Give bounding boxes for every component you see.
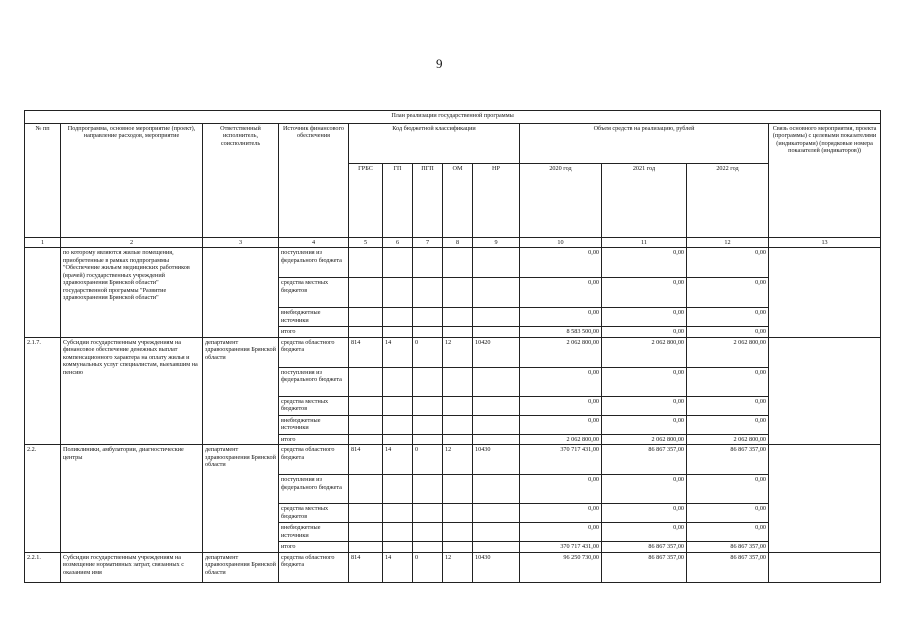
- row-name: Субсидии государственным учреждениям на финансовое обеспечение денежных выплат компенсационного характера на оплату жилья и коммунальных услуг специалистам, выехавшим на пенсию: [61, 337, 203, 444]
- row-2022: 86 867 357,00: [687, 542, 769, 552]
- page-number: 9: [436, 56, 443, 71]
- header-pgp: ПГП: [413, 164, 443, 238]
- row-source: поступления из федерального бюджета: [279, 367, 349, 396]
- row-2020: 0,00: [520, 475, 602, 504]
- row-2020: 0,00: [520, 415, 602, 434]
- row-source: средства местных бюджетов: [279, 278, 349, 308]
- header-gp: ГП: [383, 164, 413, 238]
- row-source: средства областного бюджета: [279, 552, 349, 582]
- row-2021: 2 062 800,00: [602, 434, 687, 444]
- row-nr: 10430: [473, 445, 520, 475]
- col-number: 2: [61, 238, 203, 248]
- col-number: 9: [473, 238, 520, 248]
- row-2021: 0,00: [602, 308, 687, 327]
- row-om: 12: [443, 552, 473, 582]
- row-2022: 0,00: [687, 278, 769, 308]
- col-number: 6: [383, 238, 413, 248]
- row-source: средства местных бюджетов: [279, 504, 349, 523]
- row-om: 12: [443, 445, 473, 475]
- row-2020: 0,00: [520, 278, 602, 308]
- row-executor: [203, 248, 279, 337]
- row-2022: 0,00: [687, 475, 769, 504]
- row-executor: департамент здравоохранения Брянской области: [203, 552, 279, 582]
- row-2020: 96 250 730,00: [520, 552, 602, 582]
- table-row: [25, 337, 881, 367]
- row-gp: 14: [383, 337, 413, 367]
- header-2022: 2022 год: [687, 164, 769, 238]
- table-row: [25, 445, 881, 475]
- row-2022: 0,00: [687, 308, 769, 327]
- table-title: План реализации государственной программы: [25, 111, 881, 124]
- col-number: 1: [25, 238, 61, 248]
- col-number: 5: [349, 238, 383, 248]
- col-number: 13: [769, 238, 881, 248]
- row-2022: 0,00: [687, 248, 769, 278]
- header-om: ОМ: [443, 164, 473, 238]
- column-number-row: [25, 238, 881, 248]
- header-num: № пп: [25, 124, 61, 238]
- row-2020: 370 717 431,00: [520, 542, 602, 552]
- row-2022: 2 062 800,00: [687, 337, 769, 367]
- row-source: поступления из федерального бюджета: [279, 248, 349, 278]
- row-grbs: [349, 248, 383, 278]
- row-2020: 0,00: [520, 367, 602, 396]
- table-row: [25, 248, 881, 278]
- row-num: [25, 248, 61, 337]
- row-source: итого: [279, 434, 349, 444]
- row-num: 2.2.1.: [25, 552, 61, 582]
- row-2022: 0,00: [687, 415, 769, 434]
- row-2020: 0,00: [520, 523, 602, 542]
- row-pgp: 0: [413, 445, 443, 475]
- row-2020: 0,00: [520, 396, 602, 415]
- col-number: 10: [520, 238, 602, 248]
- row-2022: 0,00: [687, 504, 769, 523]
- col-number: 7: [413, 238, 443, 248]
- row-2022: 0,00: [687, 523, 769, 542]
- row-num: 2.2.: [25, 445, 61, 552]
- row-link: [769, 337, 881, 444]
- row-link: [769, 552, 881, 582]
- header-subprogram: Подпрограмма, основное мероприятие (проект), направление расходов, мероприятие: [61, 124, 203, 238]
- row-2020: 0,00: [520, 308, 602, 327]
- row-name: по которому являются жилые помещения, приобретенные в рамках подпрограммы "Обеспечение жильем медицинских работников (врачей) государственных учреждений здравоохранения Брянской области" государственной программы "Развитие здравоохранения Брянской области": [61, 248, 203, 337]
- row-source: внебюджетные источники: [279, 415, 349, 434]
- header-grbs: ГРБС: [349, 164, 383, 238]
- row-2020: 0,00: [520, 248, 602, 278]
- table-row: [25, 552, 881, 582]
- row-source: внебюджетные источники: [279, 308, 349, 327]
- header-link: Связь основного мероприятия, проекта (программы) с целевыми показателями (индикаторами) (порядковые номера показателей (индикаторов)): [769, 124, 881, 238]
- row-2022: 86 867 357,00: [687, 552, 769, 582]
- row-num: 2.1.7.: [25, 337, 61, 444]
- row-nr: 10430: [473, 552, 520, 582]
- row-2022: 2 062 800,00: [687, 434, 769, 444]
- row-2022: 0,00: [687, 396, 769, 415]
- row-2022: 0,00: [687, 327, 769, 337]
- row-2021: 0,00: [602, 278, 687, 308]
- row-2020: 2 062 800,00: [520, 434, 602, 444]
- row-2021: 0,00: [602, 327, 687, 337]
- row-2021: 2 062 800,00: [602, 337, 687, 367]
- row-pgp: [413, 248, 443, 278]
- row-executor: департамент здравоохранения Брянской области: [203, 337, 279, 444]
- row-source: средства областного бюджета: [279, 445, 349, 475]
- row-gp: 14: [383, 445, 413, 475]
- row-2020: 370 717 431,00: [520, 445, 602, 475]
- row-nr: [473, 248, 520, 278]
- row-grbs: 814: [349, 552, 383, 582]
- row-grbs: 814: [349, 337, 383, 367]
- header-2020: 2020 год: [520, 164, 602, 238]
- header-executor: Ответственный исполнитель, соисполнитель: [203, 124, 279, 238]
- col-number: 12: [687, 238, 769, 248]
- header-nr: НР: [473, 164, 520, 238]
- row-name: Субсидии государственным учреждениям на возмещение нормативных затрат, связанных с оказанием имя: [61, 552, 203, 582]
- row-2021: 86 867 357,00: [602, 542, 687, 552]
- program-table: [24, 110, 881, 583]
- row-2021: 0,00: [602, 523, 687, 542]
- row-2021: 0,00: [602, 248, 687, 278]
- row-2021: 86 867 357,00: [602, 445, 687, 475]
- header-budget-code: Код бюджетной классификации: [349, 124, 520, 164]
- row-2020: 8 583 500,00: [520, 327, 602, 337]
- row-2021: 0,00: [602, 396, 687, 415]
- row-om: [443, 248, 473, 278]
- row-gp: [383, 248, 413, 278]
- col-number: 4: [279, 238, 349, 248]
- row-2022: 86 867 357,00: [687, 445, 769, 475]
- header-2021: 2021 год: [602, 164, 687, 238]
- row-2020: 0,00: [520, 504, 602, 523]
- row-2021: 0,00: [602, 475, 687, 504]
- row-om: 12: [443, 337, 473, 367]
- row-2022: 0,00: [687, 367, 769, 396]
- row-source: средства местных бюджетов: [279, 396, 349, 415]
- row-2021: 86 867 357,00: [602, 552, 687, 582]
- row-nr: 10420: [473, 337, 520, 367]
- row-grbs: 814: [349, 445, 383, 475]
- row-2021: 0,00: [602, 504, 687, 523]
- row-source: итого: [279, 327, 349, 337]
- col-number: 8: [443, 238, 473, 248]
- row-2021: 0,00: [602, 415, 687, 434]
- row-gp: 14: [383, 552, 413, 582]
- col-number: 3: [203, 238, 279, 248]
- row-source: итого: [279, 542, 349, 552]
- row-2021: 0,00: [602, 367, 687, 396]
- row-link: [769, 445, 881, 552]
- row-link: [769, 248, 881, 337]
- row-source: средства областного бюджета: [279, 337, 349, 367]
- header-volume: Объем средств на реализацию, рублей: [520, 124, 769, 164]
- header-source: Источник финансового обеспечения: [279, 124, 349, 238]
- row-source: внебюджетные источники: [279, 523, 349, 542]
- row-2020: 2 062 800,00: [520, 337, 602, 367]
- row-pgp: 0: [413, 337, 443, 367]
- row-executor: департамент здравоохранения Брянской области: [203, 445, 279, 552]
- row-name: Поликлиники, амбулатории, диагностические центры: [61, 445, 203, 552]
- col-number: 11: [602, 238, 687, 248]
- row-pgp: 0: [413, 552, 443, 582]
- row-source: поступления из федерального бюджета: [279, 475, 349, 504]
